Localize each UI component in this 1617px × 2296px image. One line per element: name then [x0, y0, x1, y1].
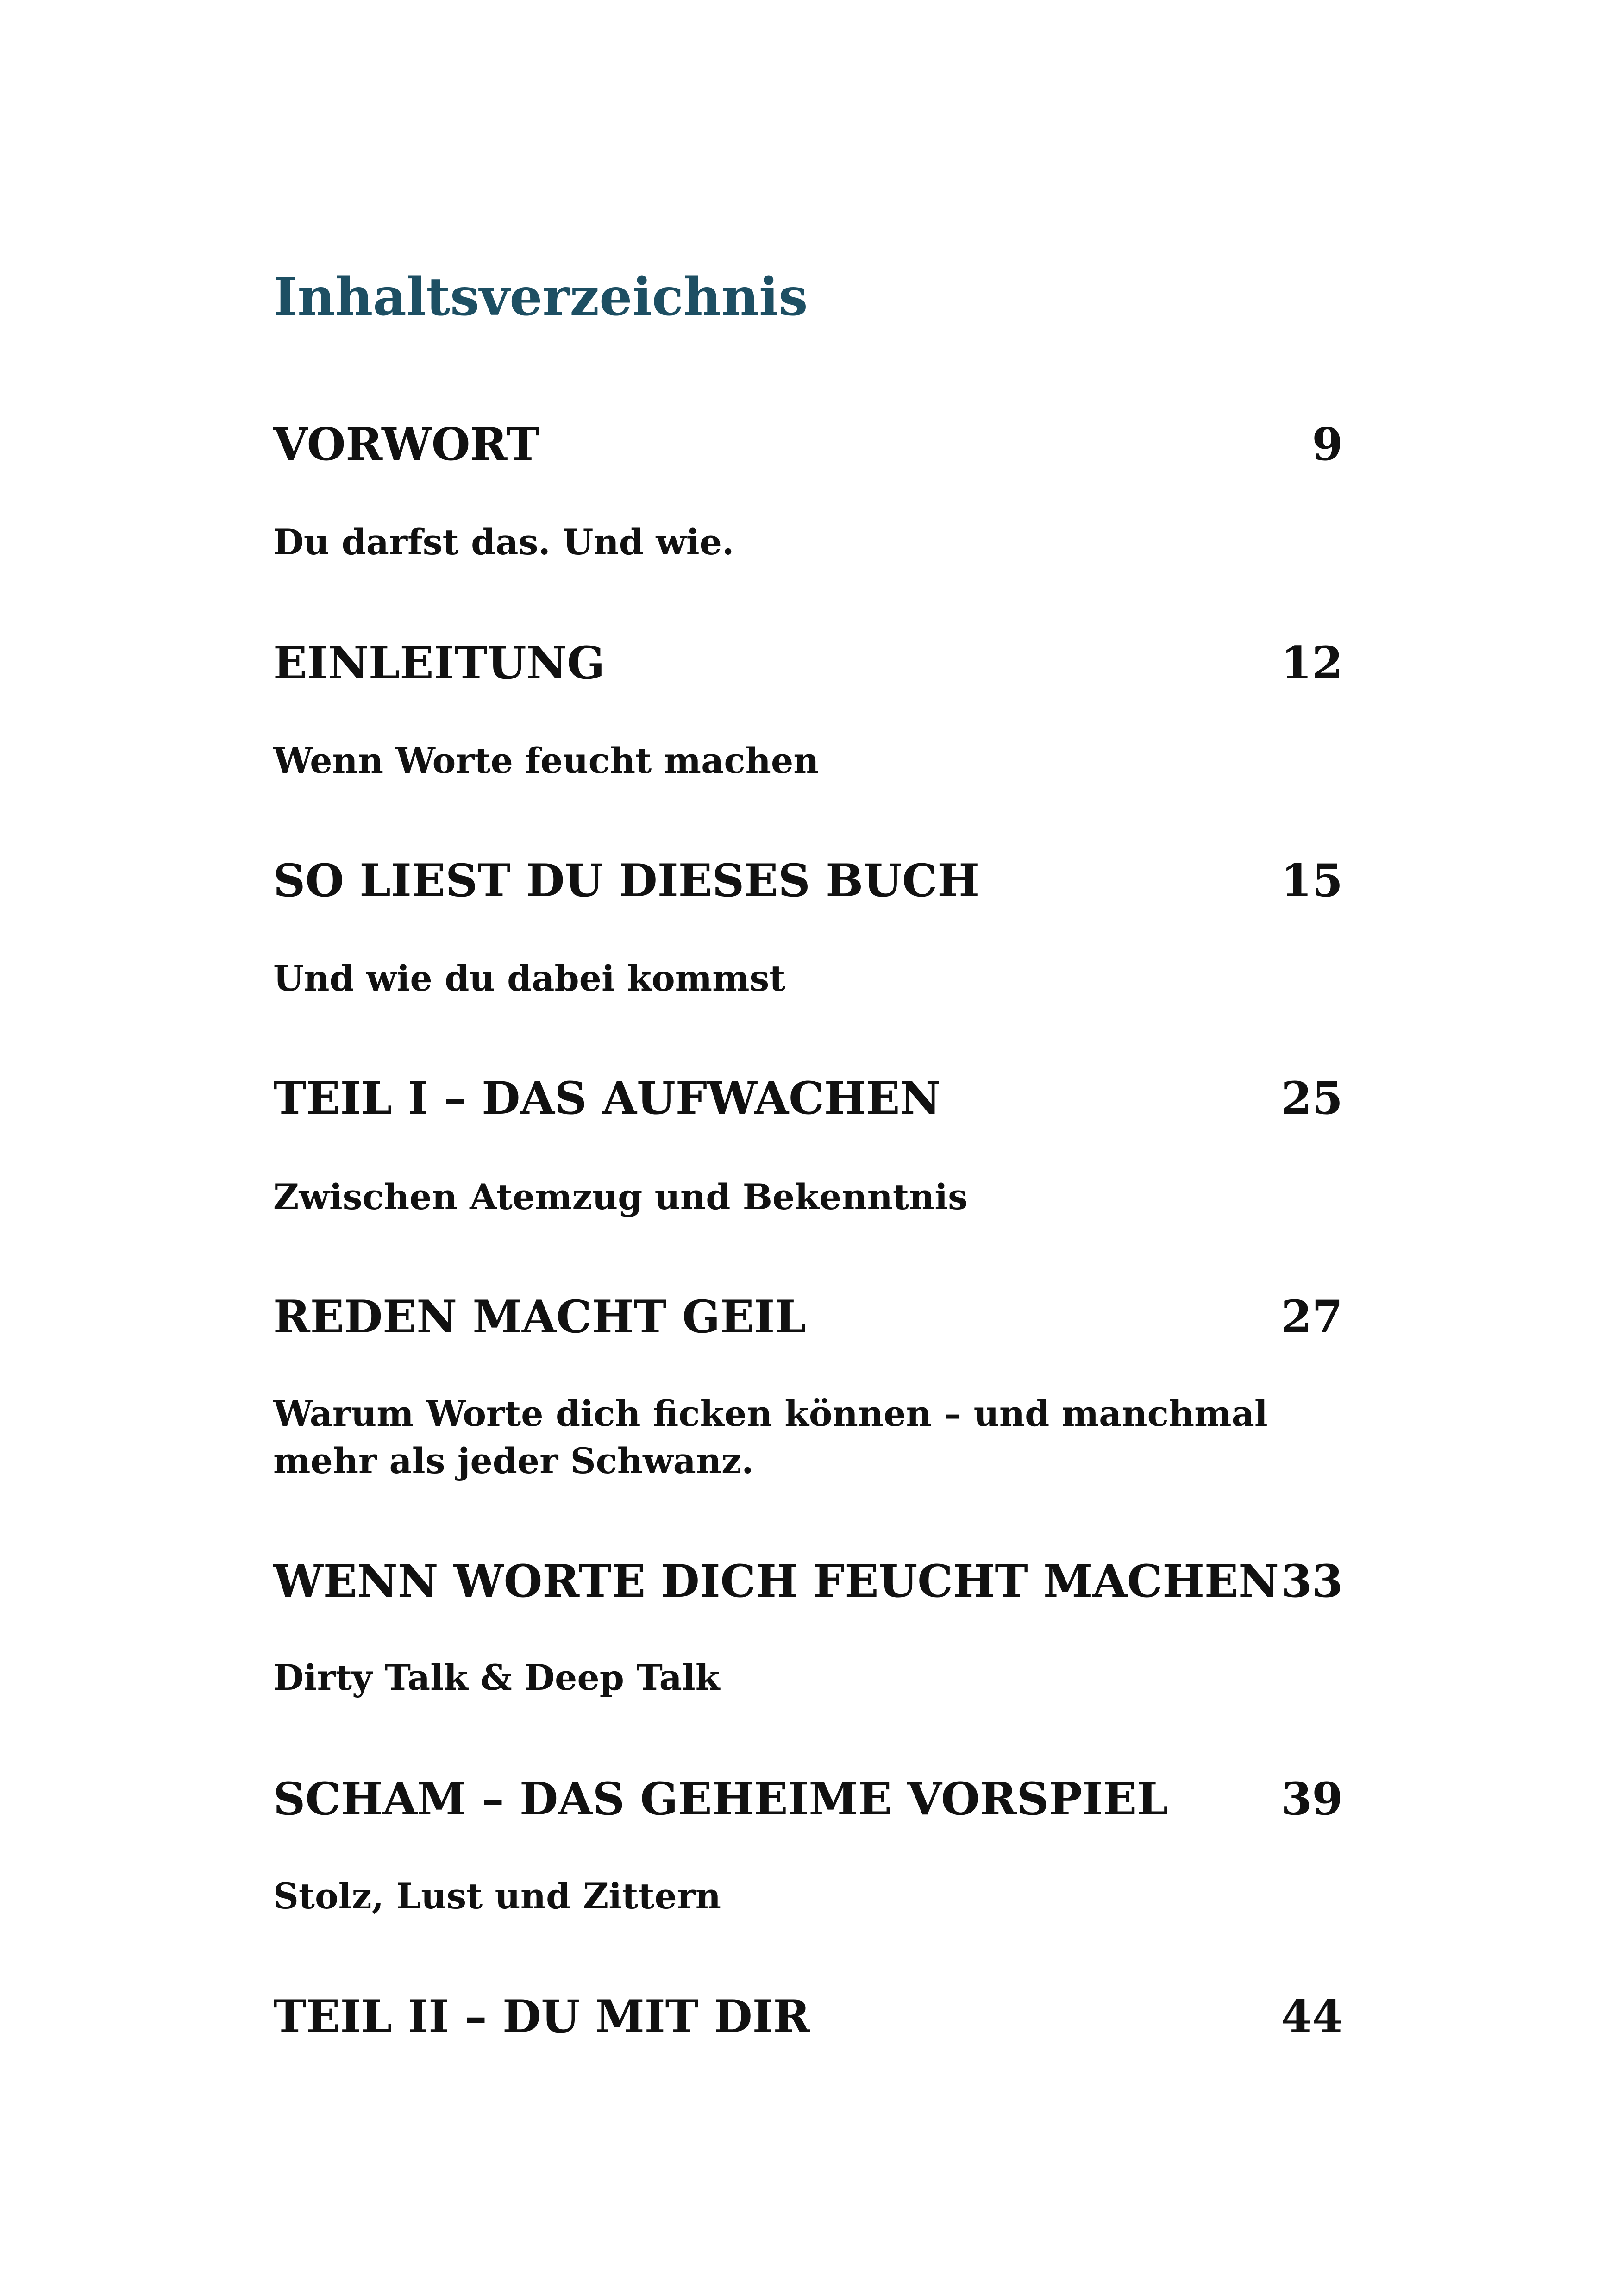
toc-entry-scham	[273, 1767, 1343, 1832]
toc-page-number: 39	[1281, 1773, 1343, 1825]
toc-heading: TEIL II – DU MIT DIR	[273, 1990, 810, 2043]
toc-subtitle: Warum Worte dich ficken können – und manchmal mehr als jeder Schwanz.	[273, 1393, 1268, 1481]
toc-heading: REDEN MACHT GEIL	[273, 1291, 806, 1343]
toc-subtitle: Wenn Worte feucht machen	[273, 740, 819, 781]
toc-entry-reden-macht-geil	[273, 1285, 1343, 1349]
toc-heading: TEIL I – DAS AUFWACHEN	[273, 1072, 941, 1124]
toc-subtitle: Du darfst das. Und wie.	[273, 521, 734, 563]
toc-entry-vorwort	[273, 412, 1343, 477]
toc-page-number: 12	[1281, 637, 1343, 689]
toc-entry-teil-2	[273, 1984, 1343, 2049]
toc-page-number: 33	[1281, 1555, 1343, 1607]
toc-heading: WENN WORTE DICH FEUCHT MACHEN	[273, 1555, 1279, 1607]
toc-title: Inhaltsverzeichnis	[273, 267, 808, 327]
toc-subtitle: Zwischen Atemzug und Bekenntnis	[273, 1176, 968, 1217]
toc-heading: SO LIEST DU DIESES BUCH	[273, 854, 980, 907]
toc-entry-teil-1	[273, 1066, 1343, 1131]
toc-page-number: 27	[1281, 1291, 1343, 1343]
toc-page-number: 9	[1312, 418, 1343, 470]
toc-page-number: 44	[1281, 1990, 1343, 2043]
toc-page-number: 25	[1281, 1072, 1343, 1124]
toc-heading: SCHAM – DAS GEHEIME VORSPIEL	[273, 1773, 1168, 1825]
toc-page-number: 15	[1281, 854, 1343, 907]
toc-heading: VORWORT	[273, 418, 540, 470]
toc-subtitle: Dirty Talk & Deep Talk	[273, 1657, 720, 1698]
toc-subtitle: Und wie du dabei kommst	[273, 958, 786, 999]
toc-entry-wenn-worte	[273, 1549, 1343, 1614]
toc-heading: EINLEITUNG	[273, 637, 605, 689]
toc-entry-einleitung	[273, 631, 1343, 696]
toc-subtitle: Stolz, Lust und Zittern	[273, 1876, 721, 1917]
toc-entry-so-liest-du	[273, 848, 1343, 913]
toc-list	[273, 0, 1343, 2296]
